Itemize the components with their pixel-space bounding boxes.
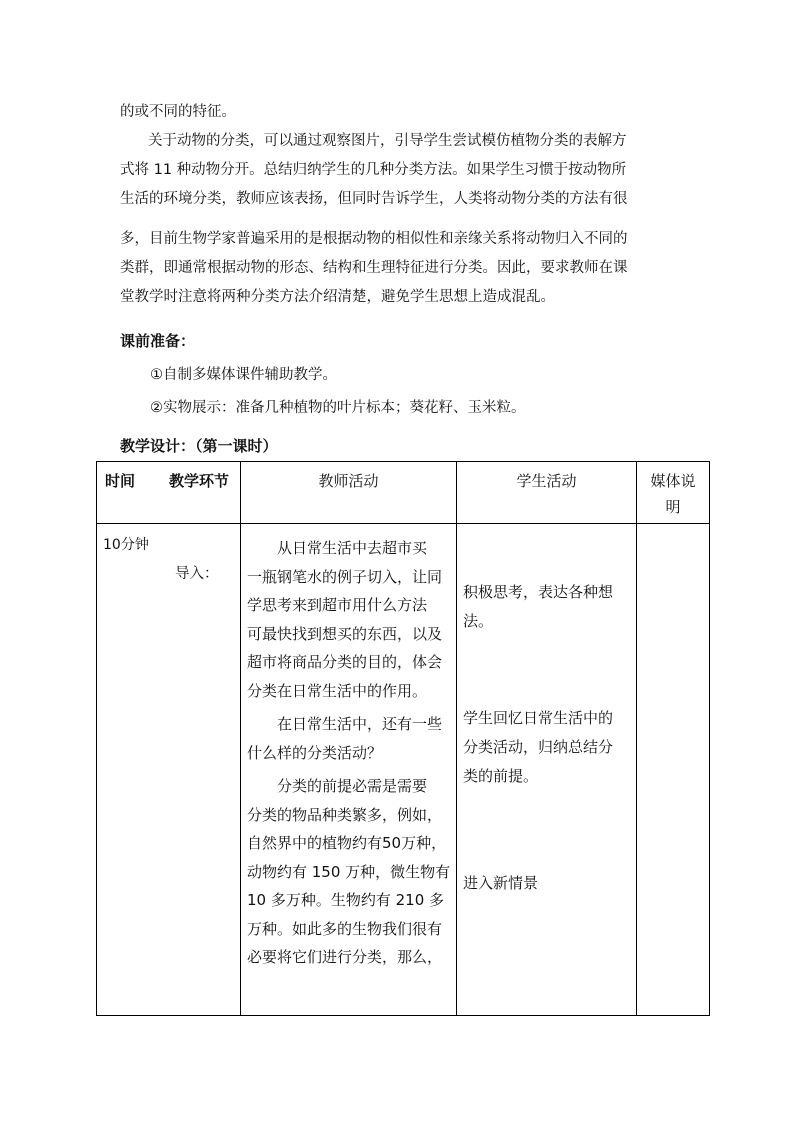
teacher-line: 分类的物品种类繁多，例如， [247,805,443,824]
teacher-line: 10 多万种。生物约有 210 多 [247,891,445,909]
cell-step: 导入： [175,566,219,582]
cell-teacher [241,524,457,1016]
intro-line: 的或不同的特征。 [120,104,236,120]
table-row [97,524,710,1016]
header-teacher-label: 教师活动 [318,472,379,490]
teacher-line: 超市将商品分类的目的，体会 [247,653,443,671]
prep-item: ①自制多媒体课件辅助教学。 [150,367,337,383]
header-student [457,462,637,524]
teacher-line: 动物约有 150 万种，微生物有 [247,862,451,881]
intro-line: 类群，即通常根据动物的形态、结构和生理特征进行分类。因此，要求教师在课 [120,260,628,276]
header-time: 时间 [105,472,136,490]
intro-line: 堂教学时注意将两种分类方法介绍清楚，避免学生思想上造成混乱。 [120,289,555,305]
student-line: 积极思考，表达各种想 [463,583,614,601]
student-line: 进入新情景 [463,874,539,892]
cell-time: 10分钟 [103,537,149,553]
intro-line: 多，目前生物学家普遍采用的是根据动物的相似性和亲缘关系将动物归入不同的 [120,231,628,247]
teacher-line: 从日常生活中去超市买 [277,539,428,557]
header-step: 教学环节 [169,472,230,490]
intro-line: 式将 11 种动物分开。总结归纳学生的几种分类方法。如果学生习惯于按动物所 [120,162,627,178]
teacher-line: 分类的前提必需是需要 [277,777,428,795]
teacher-line: 万种。如此多的生物我们很有 [247,919,443,938]
teacher-line: 一瓶钢笔水的例子切入，让同 [247,567,443,586]
header-time-step [97,462,241,524]
design-heading: 教学设计：（第一课时） [120,437,278,455]
student-line: 法。 [463,612,494,630]
student-line: 分类活动，归纳总结分 [463,738,614,756]
header-teacher [241,462,457,524]
lesson-table [96,461,710,1016]
prep-item: ②实物展示：准备几种植物的叶片标本；葵花籽、玉米粒。 [150,400,526,416]
cell-student [457,524,637,1016]
cell-media [637,524,710,1016]
cell-time-step [97,524,241,1016]
intro-line: 关于动物的分类，可以通过观察图片，引导学生尝试模仿植物分类的表解方 [148,133,627,149]
prep-heading: 课前准备： [120,332,196,350]
teacher-line: 分类在日常生活中的作用。 [247,681,428,700]
teacher-line: 学思考来到超市用什么方法 [247,596,428,614]
teacher-line: 自然界中的植物约有50万种， [247,834,447,852]
table-header-row [97,462,710,524]
header-media-line1: 媒体说 [650,472,696,490]
intro-line: 生活的环境分类，教师应该表扬，但同时告诉学生，人类将动物分类的方法有很 [120,191,628,207]
student-line: 学生回忆日常生活中的 [463,709,614,727]
teacher-line: 什么样的分类活动？ [247,743,383,762]
student-line: 类的前提。 [463,767,539,785]
header-student-label: 学生活动 [516,472,577,490]
teacher-line: 必要将它们进行分类，那么， [247,948,443,966]
header-media-line2: 明 [665,498,681,516]
teacher-line: 在日常生活中，还有一些 [277,715,443,733]
teacher-line: 可最快找到想买的东西，以及 [247,624,443,643]
header-media-label [637,462,709,520]
header-media [637,462,710,524]
